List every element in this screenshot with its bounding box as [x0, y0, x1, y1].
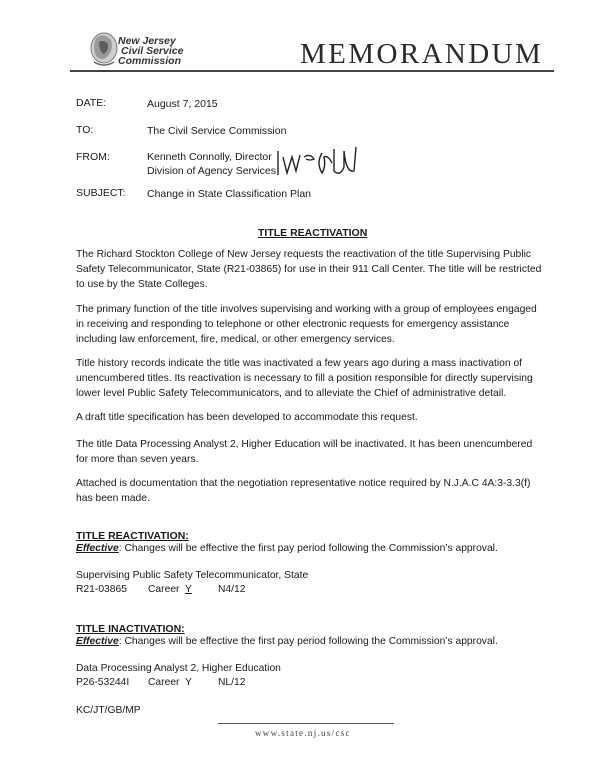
- inactivation-title-name: Data Processing Analyst 2, Higher Education: [76, 663, 281, 674]
- document-type-title: MEMORANDUM: [300, 38, 544, 70]
- reactivation-heading: TITLE REACTIVATION:: [76, 530, 189, 542]
- inactivation-effective-text: : Changes will be effective the first pay period following the Commission’s approval.: [118, 636, 498, 647]
- paragraph-draft-spec: A draft title specification has been developed to accommodate this request.: [76, 412, 418, 423]
- date-label: DATE:: [76, 97, 107, 109]
- reactivation-effective: [76, 543, 498, 554]
- reactivation-title-code: R21-03865: [76, 584, 127, 595]
- paragraph-history: Title history records indicate the title was inactivated a few years ago during a mass inactivation of unencumbered titles. Its reactivation is necessary to fill a position responsible for directly supervising lower level Public Safety Telecommunicators, and to alleviate the Chief of administrative detail.: [76, 358, 533, 399]
- paragraph-function: The primary function of the title involves supervising and working with a group of employees engaged in receiving and responding to telephone or other electronic requests for emergency assistance including law enforcement, fire, medical, or other emergency services.: [76, 304, 537, 345]
- reactivation-title-range: N4/12: [218, 584, 246, 595]
- reactivation-title-name: Supervising Public Safety Telecommunicator, State: [76, 570, 309, 581]
- agency-name: [118, 36, 183, 66]
- footer-url: www.state.nj.us/csc: [255, 728, 351, 738]
- inactivation-effective-label: Effective: [76, 636, 119, 647]
- paragraph-inactivation: The title Data Processing Analyst 2, Higher Education will be inactivated. It has been unencumbered for more than seven years.: [76, 439, 533, 465]
- reactivation-effective-text: : Changes will be effective the first pay period following the Commission’s approval.: [118, 543, 498, 554]
- inactivation-title-range: NL/12: [218, 677, 246, 688]
- subject-value: Change in State Classification Plan: [147, 188, 312, 200]
- inactivation-title-flag: Y: [185, 677, 192, 688]
- reactivation-title-type: Career: [148, 584, 180, 595]
- to-label: TO:: [76, 124, 94, 136]
- agency-line-2: Civil Service: [121, 45, 184, 57]
- paragraph-request: The Richard Stockton College of New Jersey requests the reactivation of the title Supervising Public Safety Telecommunicator, State (R21-03865) for use in their 911 Call Center. The title will be restricted to use by the State Colleges.: [76, 249, 542, 290]
- header-rule: [70, 70, 554, 72]
- inactivation-heading: TITLE INACTIVATION:: [76, 623, 185, 635]
- reactivation-title-flag: Y: [185, 584, 192, 595]
- date-value: August 7, 2015: [147, 98, 218, 110]
- reactivation-effective-label: Effective: [76, 543, 119, 554]
- inactivation-title-type: Career: [148, 677, 180, 688]
- handwritten-signature: [270, 143, 365, 187]
- author-initials: KC/JT/GB/MP: [76, 705, 141, 716]
- to-value: The Civil Service Commission: [147, 125, 287, 137]
- subject-label: SUBJECT:: [76, 187, 126, 199]
- inactivation-title-code: P26-53244I: [76, 677, 130, 688]
- from-value: [147, 150, 276, 178]
- from-division: Division of Agency Services: [147, 165, 276, 177]
- agency-line-3: Commission: [118, 55, 182, 67]
- footer-rule: [218, 723, 394, 724]
- section-title: TITLE REACTIVATION: [258, 227, 368, 239]
- from-name: Kenneth Connolly, Director: [147, 151, 272, 163]
- paragraph-attached: Attached is documentation that the negotiation representative notice required by N.J.A.C 4A:3-3.3(f) has been made.: [76, 478, 531, 504]
- from-label: FROM:: [76, 151, 110, 163]
- agency-line-1: New Jersey: [118, 35, 176, 47]
- inactivation-effective: [76, 636, 498, 647]
